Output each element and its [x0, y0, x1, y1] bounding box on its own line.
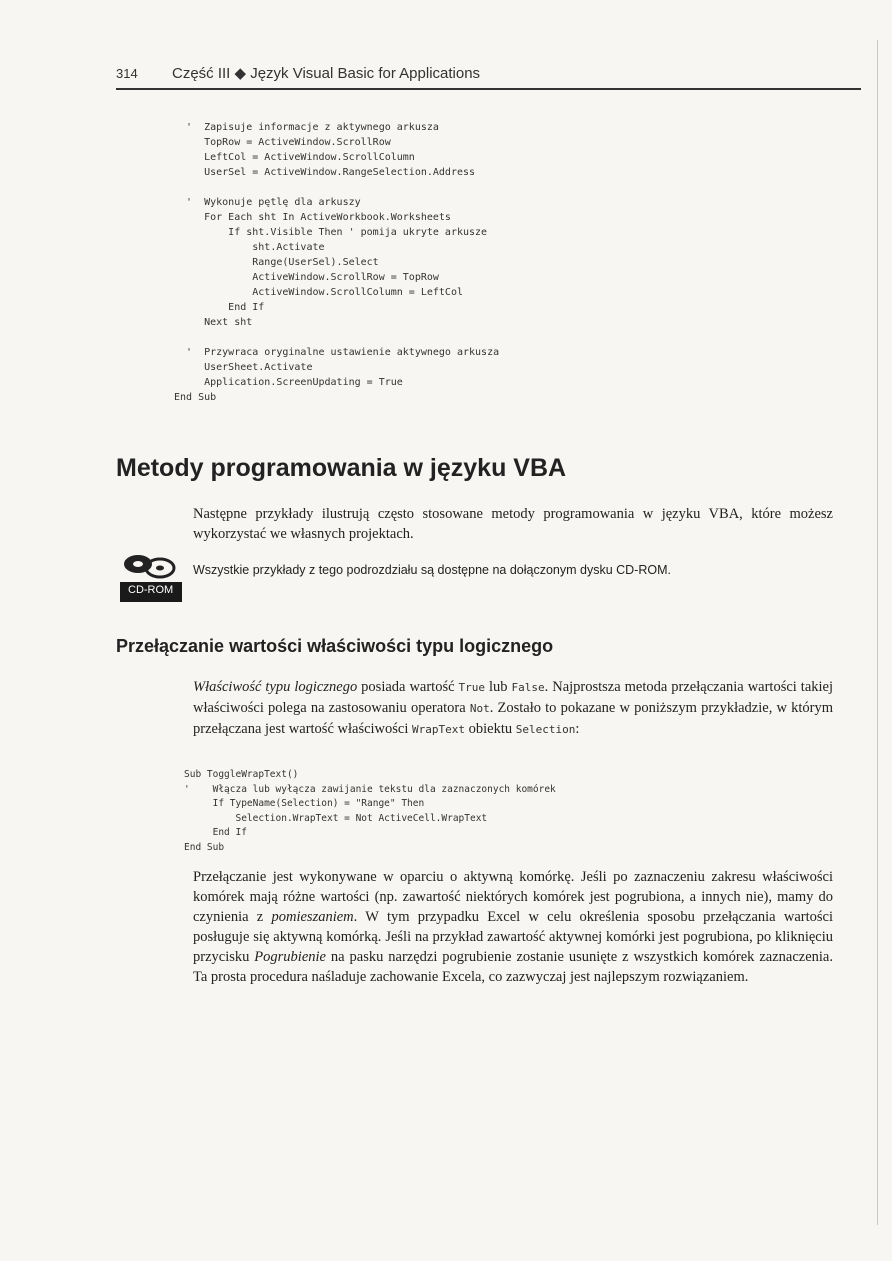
- header-rule: [116, 88, 861, 90]
- term-boolean-property: Właściwość typu logicznego: [193, 679, 358, 695]
- term-bold-button: Pogrubienie: [254, 949, 326, 965]
- term-mixed: pomieszaniem: [271, 909, 354, 925]
- para2-text-2: . W tym przypadku Excel w celu określenia sposobu przełączania wartości posługuje się aktywną komórką. Jeśli na przykład zawartość aktywnej komórki jest pogrubiona, po kliknięciu przycisku: [193, 909, 833, 965]
- para2-text-1: Przełączanie jest wykonywane w oparciu o aktywną komórkę. Jeśli po zaznaczeniu zakresu właściwości komórek mają różne wartości (np. zawartość niektórych komórek jest pogrubiona, a innych nie), mamy do czynienia z: [193, 869, 833, 925]
- code-selection: Selection: [515, 723, 576, 736]
- section-heading: Metody programowania w języku VBA: [116, 454, 567, 482]
- para1-text-5: obiektu: [465, 721, 516, 737]
- para1-text-1: posiada wartość: [357, 679, 459, 695]
- cd-rom-note: Wszystkie przykłady z tego podrozdziału są dostępne na dołączonym dysku CD-ROM.: [193, 563, 671, 577]
- para1-text-6: :: [575, 721, 580, 737]
- para1-text-4: . Zostało to pokazane w poniższym przykładzie, w którym przełączana jest wartość właściwości: [193, 700, 833, 737]
- code-wraptext: WrapText: [412, 723, 465, 736]
- code-not: Not: [469, 702, 490, 715]
- paragraph-2: [193, 867, 833, 987]
- para1-text-2: lub: [485, 679, 512, 695]
- para2-text-3: na pasku narzędzi pogrubienie zostanie usunięte z wszystkich komórek zaznaczenia. Ta prosta procedura naśladuje zachowanie Excela, co zazwyczaj jest najlepszym rozwiązaniem.: [193, 949, 833, 985]
- para1-text-3: . Najprostsza metoda przełączania wartości takiej właściwości polega na zastosowaniu operatora: [193, 679, 834, 716]
- subsection-heading: Przełączanie wartości właściwości typu logicznego: [116, 636, 554, 656]
- code-block-2: Sub ToggleWrapText() ' Włącza lub wyłącza zawijanie tekstu dla zaznaczonych komórek If TypeName(Selection) = "Range" Then Selection.WrapText = Not ActiveCell.WrapText End If End Sub: [184, 769, 556, 853]
- code-true: True: [458, 681, 486, 694]
- paragraph-1: [193, 677, 833, 740]
- section-intro: Następne przykłady ilustrują często stosowane metody programowania w języku VBA, które możesz wykorzystać we własnych projektach.: [193, 506, 833, 542]
- code-block-1: ' Zapisuje informacje z aktywnego arkusza TopRow = ActiveWindow.ScrollRow LeftCol = ActiveWindow.ScrollColumn UserSel = ActiveWindow.RangeSelection.Address ' Wykonuje pętlę dla arkuszy For Each sht In ActiveWorkbook.Worksheets If sht.Visible Then ' pomija ukryte arkusze sht.Activate Range(UserSel).Select ActiveWindow.ScrollRow = TopRow ActiveWindow.ScrollColumn = LeftCol End If Next sht ' Przywraca oryginalne ustawienie aktywnego arkusza UserSheet.Activate Application.ScreenUpdating = True End Sub: [174, 122, 500, 403]
- page-number: 314: [116, 66, 138, 81]
- running-title: Część III ◆ Język Visual Basic for Applications: [172, 65, 481, 82]
- cd-rom-label: CD-ROM: [128, 584, 174, 596]
- page-edge-line: [877, 40, 878, 1225]
- code-false: False: [511, 681, 545, 694]
